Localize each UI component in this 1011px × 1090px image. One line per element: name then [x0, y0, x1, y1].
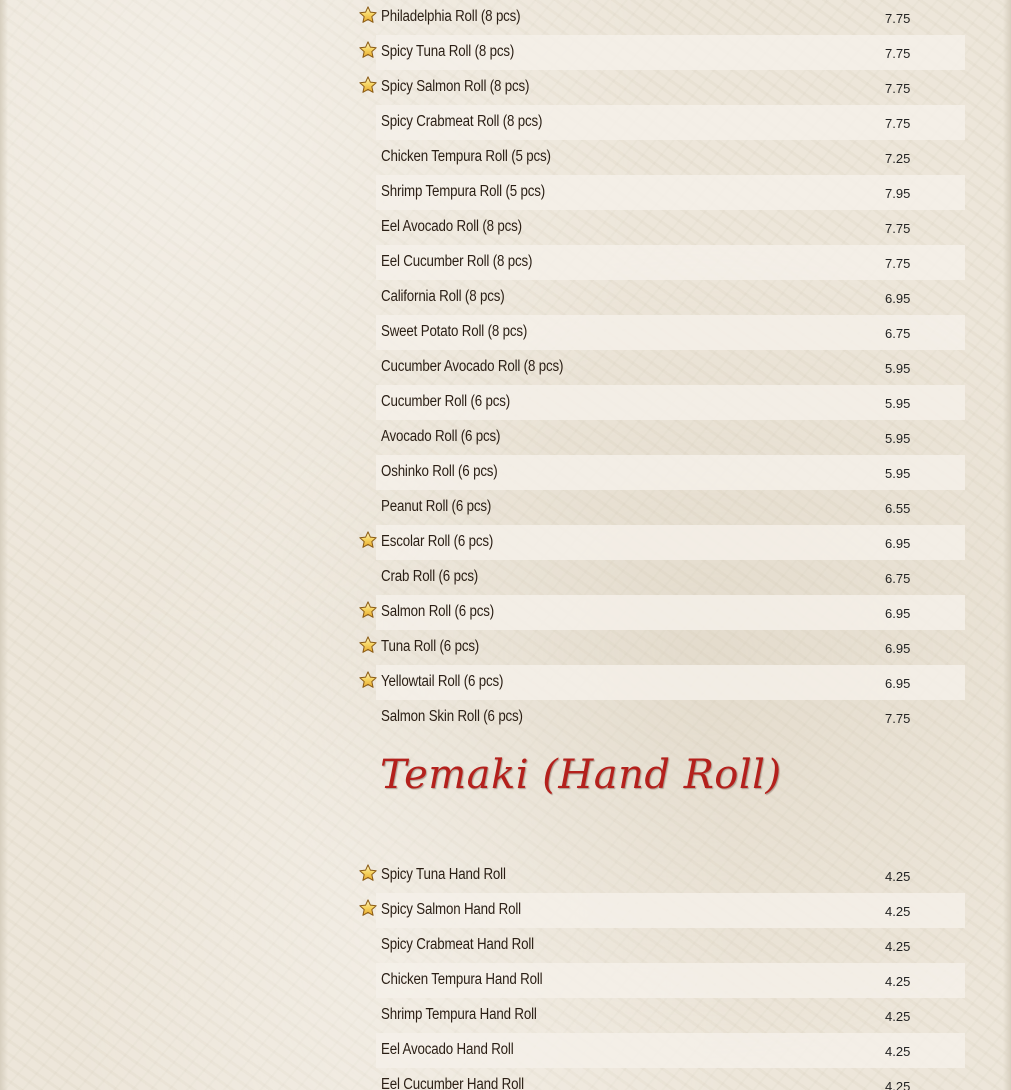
menu-item-row — [358, 420, 965, 455]
menu-item-row — [358, 525, 965, 560]
menu-item-price: 7.95 — [885, 186, 911, 201]
menu-item-row — [358, 595, 965, 630]
menu-item-row — [358, 350, 965, 385]
menu-item-name: Escolar Roll (6 pcs) — [381, 533, 494, 550]
menu-item-row — [358, 928, 965, 963]
menu-item-price: 4.25 — [885, 974, 911, 989]
menu-item-price: 7.75 — [885, 711, 911, 726]
menu-item-name: Cucumber Avocado Roll (8 pcs) — [381, 358, 564, 375]
star-icon — [358, 863, 378, 883]
menu-item-price: 7.75 — [885, 81, 911, 96]
menu-item-price: 7.75 — [885, 116, 911, 131]
menu-item-row — [358, 490, 965, 525]
page-right-border — [1003, 0, 1011, 1090]
menu-item-price: 6.75 — [885, 571, 911, 586]
menu-item-price: 5.95 — [885, 396, 911, 411]
temaki-list — [358, 858, 965, 1090]
menu-item-price: 4.25 — [885, 904, 911, 919]
menu-item-row — [358, 105, 965, 140]
page-left-border — [0, 0, 8, 1090]
menu-item-name: Tuna Roll (6 pcs) — [381, 638, 480, 655]
menu-item-name: Avocado Roll (6 pcs) — [381, 428, 501, 445]
menu-item-name: Spicy Salmon Roll (8 pcs) — [381, 78, 530, 95]
star-icon — [358, 75, 378, 95]
menu-item-row — [358, 70, 965, 105]
menu-item-price: 5.95 — [885, 466, 911, 481]
menu-item-row — [358, 315, 965, 350]
star-icon — [358, 40, 378, 60]
menu-item-row — [358, 998, 965, 1033]
menu-item-name: Salmon Skin Roll (6 pcs) — [381, 708, 523, 725]
menu-item-price: 4.25 — [885, 1044, 911, 1059]
menu-item-row — [358, 280, 965, 315]
star-icon — [358, 530, 378, 550]
menu-item-price: 6.95 — [885, 291, 911, 306]
star-icon — [358, 670, 378, 690]
menu-item-price: 6.75 — [885, 326, 911, 341]
menu-item-name: Philadelphia Roll (8 pcs) — [381, 8, 521, 25]
star-icon — [358, 600, 378, 620]
menu-item-name: Spicy Tuna Hand Roll — [381, 866, 506, 883]
menu-column — [358, 0, 965, 1090]
menu-item-price: 7.75 — [885, 256, 911, 271]
menu-item-price: 4.25 — [885, 869, 911, 884]
menu-item-row — [358, 700, 965, 735]
menu-item-price: 7.75 — [885, 46, 911, 61]
star-icon — [358, 635, 378, 655]
menu-item-row — [358, 893, 965, 928]
menu-item-name: Spicy Crabmeat Roll (8 pcs) — [381, 113, 543, 130]
menu-item-name: Eel Avocado Roll (8 pcs) — [381, 218, 522, 235]
menu-item-price: 6.55 — [885, 501, 911, 516]
menu-item-name: Spicy Salmon Hand Roll — [381, 901, 521, 918]
menu-item-name: Yellowtail Roll (6 pcs) — [381, 673, 504, 690]
menu-item-price: 4.25 — [885, 1009, 911, 1024]
menu-item-price: 7.25 — [885, 151, 911, 166]
menu-item-name: Eel Cucumber Roll (8 pcs) — [381, 253, 533, 270]
menu-item-row — [358, 963, 965, 998]
menu-item-row — [358, 35, 965, 70]
menu-item-name: Chicken Tempura Hand Roll — [381, 971, 543, 988]
menu-item-name: Spicy Crabmeat Hand Roll — [381, 936, 534, 953]
menu-item-price: 5.95 — [885, 431, 911, 446]
star-icon — [358, 898, 378, 918]
menu-item-price: 4.25 — [885, 1079, 911, 1090]
menu-item-name: Oshinko Roll (6 pcs) — [381, 463, 498, 480]
rolls-list — [358, 0, 965, 735]
menu-item-row — [358, 245, 965, 280]
menu-item-name: Crab Roll (6 pcs) — [381, 568, 479, 585]
menu-item-row — [358, 560, 965, 595]
menu-item-row — [358, 1033, 965, 1068]
menu-item-price: 6.95 — [885, 606, 911, 621]
menu-item-row — [358, 175, 965, 210]
menu-item-price: 7.75 — [885, 11, 911, 26]
menu-item-name: Eel Cucumber Hand Roll — [381, 1076, 524, 1090]
menu-item-name: Peanut Roll (6 pcs) — [381, 498, 492, 515]
menu-item-price: 6.95 — [885, 641, 911, 656]
menu-item-name: Shrimp Tempura Roll (5 pcs) — [381, 183, 546, 200]
menu-item-price: 6.95 — [885, 676, 911, 691]
menu-item-row — [358, 140, 965, 175]
menu-item-row — [358, 210, 965, 245]
menu-item-name: Cucumber Roll (6 pcs) — [381, 393, 510, 410]
menu-item-price: 6.95 — [885, 536, 911, 551]
menu-item-name: Salmon Roll (6 pcs) — [381, 603, 495, 620]
menu-item-row — [358, 0, 965, 35]
menu-item-row — [358, 630, 965, 665]
menu-item-name: Sweet Potato Roll (8 pcs) — [381, 323, 528, 340]
menu-item-name: Shrimp Tempura Hand Roll — [381, 1006, 537, 1023]
menu-item-row — [358, 858, 965, 893]
menu-item-row — [358, 665, 965, 700]
temaki-title: Temaki (Hand Roll) — [380, 752, 782, 798]
menu-item-row — [358, 455, 965, 490]
menu-item-price: 7.75 — [885, 221, 911, 236]
menu-item-name: Spicy Tuna Roll (8 pcs) — [381, 43, 515, 60]
star-icon — [358, 5, 378, 25]
menu-item-row — [358, 385, 965, 420]
menu-item-price: 5.95 — [885, 361, 911, 376]
menu-item-row — [358, 1068, 965, 1090]
menu-item-name: Eel Avocado Hand Roll — [381, 1041, 514, 1058]
menu-item-name: California Roll (8 pcs) — [381, 288, 505, 305]
temaki-section-heading — [358, 735, 965, 858]
menu-item-name: Chicken Tempura Roll (5 pcs) — [381, 148, 551, 165]
menu-item-price: 4.25 — [885, 939, 911, 954]
